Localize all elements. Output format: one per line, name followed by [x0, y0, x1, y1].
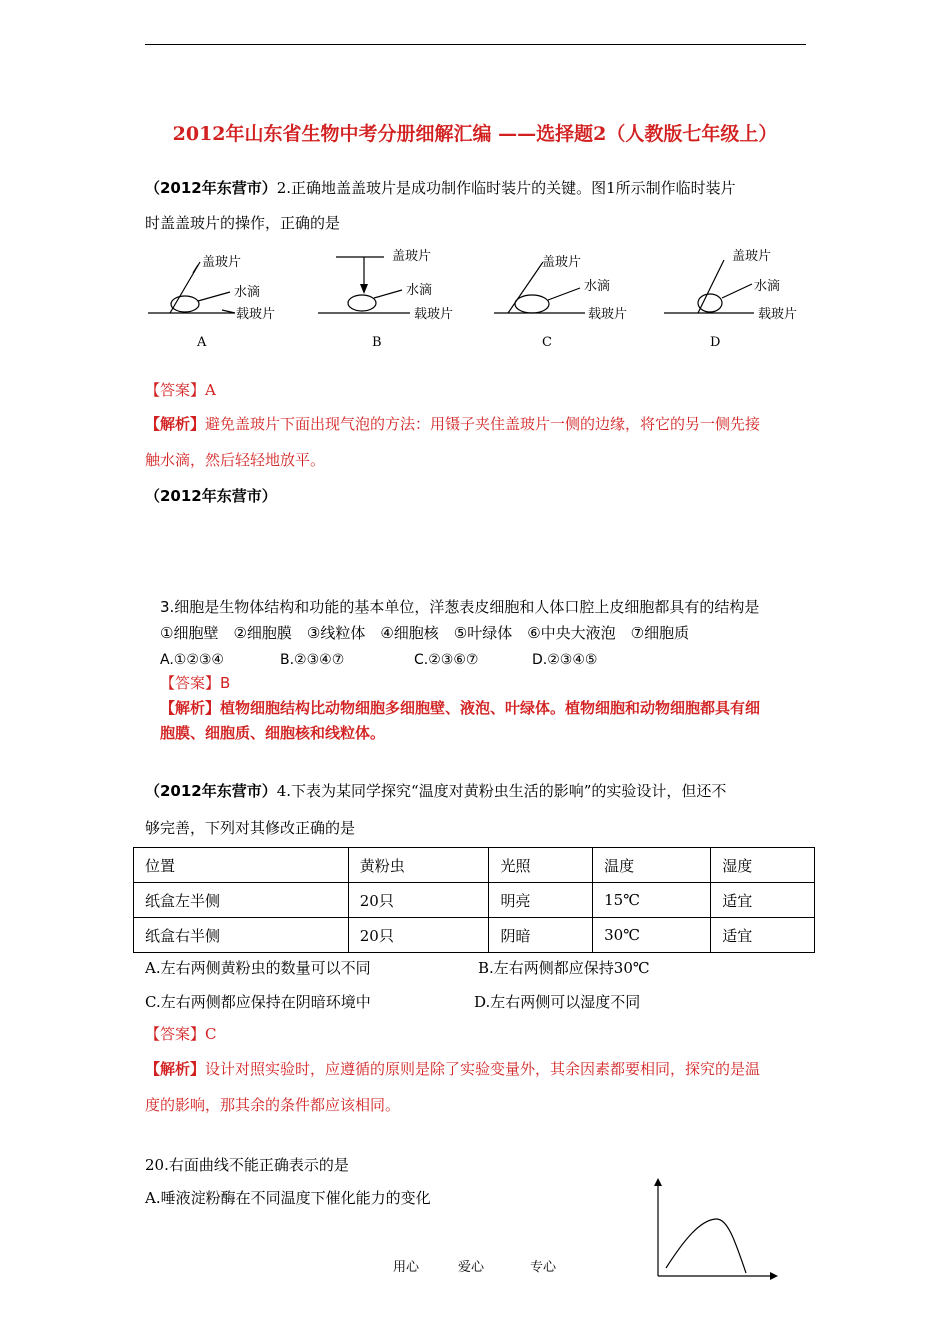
footer-text-3: 专心 [530, 1260, 557, 1275]
q4-option-a: A.左右两侧黄粉虫的数量可以不同 [145, 959, 371, 977]
answer-tag: 【答案】 [145, 1025, 206, 1043]
table-header-cell: 光照 [489, 848, 593, 883]
option-a-label: A [197, 335, 207, 350]
q4-answer [145, 1024, 217, 1044]
y-axis-arrow [654, 1178, 662, 1186]
analysis-tag: 【解析】 [145, 415, 206, 433]
q2-answer [145, 380, 216, 400]
answer-value: C [205, 1025, 217, 1043]
label-water-b: 水滴 [406, 283, 433, 298]
coverslip-diagram [140, 240, 820, 355]
q4-source: （2012年东营市） [145, 782, 277, 800]
label-water-d: 水滴 [754, 279, 781, 294]
q3-option-a: A.①②③④ [160, 652, 224, 668]
table-cell: 明亮 [489, 883, 593, 918]
q3-option-c: C.②③⑥⑦ [414, 652, 479, 668]
label-cover-c: 盖玻片 [542, 255, 582, 270]
label-cover-d: 盖玻片 [732, 249, 772, 264]
table-cell: 纸盒左半侧 [134, 883, 349, 918]
diagram-b [318, 257, 410, 313]
q2-analysis-line1 [145, 414, 760, 434]
table-row [134, 883, 815, 918]
table-header-cell: 位置 [134, 848, 349, 883]
option-d-label: D [710, 335, 721, 350]
curve-figure [646, 1176, 780, 1282]
table-cell: 适宜 [711, 918, 815, 953]
experiment-table [133, 847, 815, 953]
table-cell: 适宜 [711, 883, 815, 918]
analysis-tag: 【解析】 [160, 699, 221, 717]
q2-text-line1: 2.正确地盖盖玻片是成功制作临时装片的关键。图1所示制作临时装片 [276, 179, 736, 197]
analysis-text: 避免盖玻片下面出现气泡的方法：用镊子夹住盖玻片一侧的边缘，将它的另一侧先接 [205, 415, 761, 433]
q3-text: 3.细胞是生物体结构和功能的基本单位，洋葱表皮细胞和人体口腔上皮细胞都具有的结构是 [160, 598, 760, 616]
q4-line1 [145, 781, 726, 801]
footer-text-1: 用心 [393, 1260, 420, 1275]
diagram-d [664, 260, 754, 313]
table-cell: 阴暗 [489, 918, 593, 953]
table-cell: 20只 [348, 918, 489, 953]
q3-answer [160, 673, 230, 693]
table-cell: 20只 [348, 883, 489, 918]
q4-option-b: B.左右两侧都应保持30℃ [478, 959, 650, 977]
q3-items: ①细胞壁 ②细胞膜 ③线粒体 ④细胞核 ⑤叶绿体 ⑥中央大液泡 ⑦细胞质 [160, 624, 690, 642]
analysis-text: 设计对照实验时，应遵循的原则是除了实验变量外，其余因素都要相同，探究的是温 [205, 1060, 761, 1078]
q4-analysis-line1 [145, 1059, 760, 1079]
analysis-tag: 【解析】 [145, 1060, 206, 1078]
label-slide-a: 载玻片 [236, 307, 276, 322]
label-water-c: 水滴 [584, 279, 611, 294]
curve-line [666, 1219, 746, 1273]
q3-option-d: D.②③④⑤ [532, 652, 598, 668]
page-title: 2012年山东省生物中考分册细解汇编 ——选择题2（人教版七年级上） [172, 123, 778, 145]
q4-option-c: C.左右两侧都应保持在阴暗环境中 [145, 993, 371, 1011]
label-water-a: 水滴 [234, 285, 261, 300]
answer-tag: 【答案】 [145, 381, 206, 399]
table-cell: 纸盒右半侧 [134, 918, 349, 953]
table-header-cell: 湿度 [711, 848, 815, 883]
table-header-cell: 黄粉虫 [348, 848, 489, 883]
q3-analysis-line2: 胞膜、细胞质、细胞核和线粒体。 [160, 724, 386, 742]
option-c-label: C [542, 335, 552, 350]
label-cover-b: 盖玻片 [392, 249, 432, 264]
q2-analysis-line2: 触水滴，然后轻轻地放平。 [145, 451, 326, 469]
q4-option-d: D.左右两侧可以湿度不同 [474, 993, 641, 1011]
q2-line1 [145, 178, 736, 198]
q3-analysis-line1 [160, 698, 760, 718]
table-header-row [134, 848, 815, 883]
footer-text-2: 爱心 [458, 1260, 485, 1275]
table-cell: 30℃ [593, 918, 711, 953]
label-slide-b: 载玻片 [414, 307, 454, 322]
analysis-text: 植物细胞结构比动物细胞多细胞壁、液泡、叶绿体。植物细胞和动物细胞都具有细 [220, 699, 761, 717]
q4-analysis-line2: 度的影响，那其余的条件都应该相同。 [145, 1096, 401, 1114]
table-header-cell: 温度 [593, 848, 711, 883]
header-rule [145, 44, 806, 45]
q20-text: 20.右面曲线不能正确表示的是 [145, 1156, 349, 1174]
label-slide-c: 载玻片 [588, 307, 628, 322]
q2-text-line2: 时盖盖玻片的操作，正确的是 [145, 214, 341, 232]
table-row [134, 918, 815, 953]
q20-option-a: A.唾液淀粉酶在不同温度下催化能力的变化 [145, 1189, 431, 1207]
q4-text-line1: 4.下表为某同学探究“温度对黄粉虫生活的影响”的实验设计，但还不 [276, 782, 727, 800]
q3-option-b: B.②③④⑦ [280, 652, 345, 668]
label-slide-d: 载玻片 [758, 307, 798, 322]
answer-value: A [205, 381, 216, 399]
answer-tag: 【答案】 [160, 674, 221, 692]
q2-source: （2012年东营市） [145, 179, 277, 197]
q3-source: （2012年东营市） [145, 487, 277, 505]
table-cell: 15℃ [593, 883, 711, 918]
answer-value: B [220, 674, 231, 692]
label-cover-a: 盖玻片 [202, 255, 242, 270]
q4-text-line2: 够完善，下列对其修改正确的是 [145, 819, 356, 837]
x-axis-arrow [770, 1272, 778, 1280]
option-b-label: B [372, 335, 382, 350]
